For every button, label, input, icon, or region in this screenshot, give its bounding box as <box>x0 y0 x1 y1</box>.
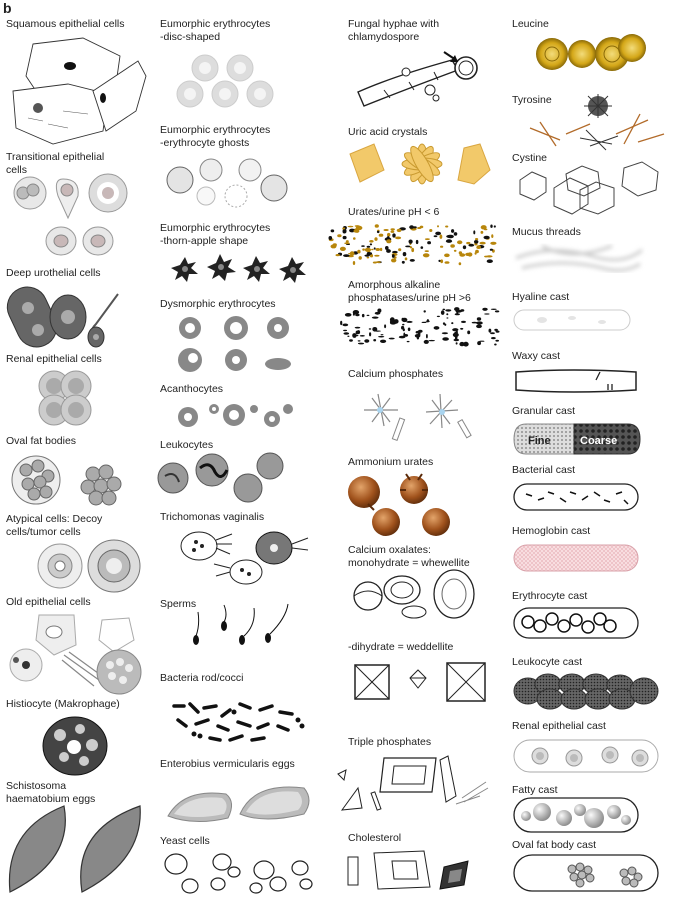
sperms-illustration <box>186 600 296 650</box>
urate-particle <box>409 240 413 244</box>
phosphate-particle <box>482 308 487 311</box>
phosphate-particle <box>496 331 500 333</box>
phosphate-particle <box>442 332 448 334</box>
label-leukocytes: Leukocytes <box>160 439 214 451</box>
urate-particle <box>373 262 377 264</box>
urate-particle <box>435 232 441 236</box>
label-leukocyte-cast: Leukocyte cast <box>512 656 583 668</box>
urate-particle <box>357 250 360 254</box>
fatty-cast-illustration <box>512 796 642 834</box>
thorn-apple-erythrocytes-illustration <box>170 252 310 286</box>
urate-particle <box>445 226 448 228</box>
label-oval-fat-body-cast: Oval fat body cast <box>512 839 597 851</box>
urate-particle <box>486 255 492 257</box>
urates-illustration <box>330 220 500 270</box>
phosphate-particle <box>428 340 435 341</box>
urate-particle <box>494 225 496 227</box>
urate-particle <box>379 234 384 237</box>
phosphate-particle <box>491 337 496 339</box>
phosphate-particle <box>490 332 495 334</box>
mucus-threads-illustration <box>512 238 647 278</box>
urate-particle <box>465 253 470 256</box>
label-calcium-phosphates: Calcium phosphates <box>348 368 444 380</box>
label-calcium-oxalates: Calcium oxalates: monohydrate = whewellite <box>348 544 470 569</box>
phosphate-particle <box>442 309 445 311</box>
renal-epithelial-cast-illustration <box>512 738 662 774</box>
urate-particle <box>365 248 371 252</box>
urate-particle <box>340 247 346 251</box>
phosphate-particle <box>437 316 440 317</box>
label-yeast-cells: Yeast cells <box>160 835 210 847</box>
urate-particle <box>466 242 470 244</box>
urate-particle <box>398 248 401 251</box>
urate-particle <box>405 246 410 248</box>
urate-particle <box>425 238 430 240</box>
phosphate-particle <box>369 332 371 336</box>
label-oval-fat-bodies: Oval fat bodies <box>6 435 77 447</box>
urate-particle <box>348 226 354 228</box>
phosphate-particle <box>362 314 365 317</box>
phosphate-particle <box>456 336 458 339</box>
phosphate-particle <box>467 331 470 335</box>
urate-particle <box>459 262 462 265</box>
phosphate-particle <box>353 310 359 314</box>
phosphate-particle <box>422 322 427 323</box>
label-bacteria: Bacteria rod/cocci <box>160 672 244 684</box>
urate-particle <box>475 250 479 254</box>
urate-particle <box>402 261 405 264</box>
urate-particle <box>374 255 379 257</box>
label-waxy-cast: Waxy cast <box>512 350 561 362</box>
phosphate-particle <box>369 328 372 329</box>
phosphate-particle <box>479 341 484 342</box>
urate-particle <box>369 240 373 243</box>
ammonium-urates-illustration <box>340 470 460 540</box>
waxy-cast-illustration <box>512 366 642 396</box>
urate-particle <box>391 258 396 262</box>
calcium-oxalates-illustration <box>352 568 482 620</box>
squamous-epithelial-cells-illustration <box>8 36 148 148</box>
urate-particle <box>374 237 377 241</box>
phosphate-particle <box>402 318 405 322</box>
atypical-cells-illustration <box>34 538 144 594</box>
urate-particle <box>355 225 360 227</box>
label-tyrosine: Tyrosine <box>512 94 552 106</box>
transitional-epithelial-cells-illustration <box>8 176 133 262</box>
cystine-illustration <box>510 160 670 220</box>
urate-particle <box>484 236 490 239</box>
phosphate-particle <box>372 327 377 332</box>
uric-acid-crystals-illustration <box>346 140 496 188</box>
tyrosine-illustration <box>520 94 670 150</box>
urate-particle <box>384 229 389 231</box>
phosphate-particle <box>378 336 384 338</box>
oval-fat-bodies-illustration <box>8 452 133 510</box>
urate-particle <box>395 237 401 240</box>
phosphate-particle <box>454 339 460 342</box>
phosphate-particle <box>446 313 448 315</box>
phosphate-particle <box>444 324 446 326</box>
urate-particle <box>345 229 347 233</box>
granular-cast-illustration <box>512 422 642 456</box>
urate-particle <box>361 245 365 247</box>
phosphate-particle <box>381 334 384 335</box>
phosphate-particle <box>424 340 429 344</box>
amorphous-phosphates-illustration <box>340 305 500 350</box>
urate-particle <box>450 244 455 247</box>
dysmorphic-erythrocytes-illustration <box>176 316 306 376</box>
urate-particle <box>392 254 395 258</box>
phosphate-particle <box>491 309 497 310</box>
phosphate-particle <box>442 337 449 341</box>
phosphate-particle <box>476 325 482 329</box>
urate-particle <box>367 257 370 259</box>
urate-particle <box>429 229 432 232</box>
urate-particle <box>451 229 454 233</box>
urate-particle <box>437 225 439 227</box>
phosphate-particle <box>345 313 352 317</box>
urate-particle <box>481 231 484 234</box>
urate-particle <box>371 249 374 251</box>
urate-particle <box>387 233 390 237</box>
phosphate-particle <box>424 310 426 312</box>
phosphate-particle <box>463 342 469 347</box>
phosphate-particle <box>349 339 353 341</box>
urate-particle <box>440 235 443 239</box>
histiocyte-illustration <box>40 715 110 777</box>
label-hyaline-cast: Hyaline cast <box>512 291 570 303</box>
urate-particle <box>353 237 356 240</box>
phosphate-particle <box>472 322 478 324</box>
disc-shaped-erythrocytes-illustration <box>175 52 275 112</box>
label-fungal-hyphae: Fungal hyphae with chlamydospore <box>348 18 440 43</box>
urate-particle <box>481 225 487 229</box>
phosphate-particle <box>356 331 359 335</box>
label-trichomonas-vaginalis: Trichomonas vaginalis <box>160 511 265 523</box>
phosphate-particle <box>347 336 349 337</box>
urate-particle <box>374 247 376 249</box>
calcium-phosphates-illustration <box>352 392 487 442</box>
urate-particle <box>417 227 421 229</box>
label-cholesterol: Cholesterol <box>348 832 402 844</box>
label-squamous-epithelial-cells: Squamous epithelial cells <box>6 18 125 30</box>
leucine-illustration <box>532 34 652 74</box>
urate-particle <box>480 242 486 245</box>
urate-particle <box>490 225 492 228</box>
urate-particle <box>440 246 443 248</box>
phosphate-particle <box>358 343 364 345</box>
urate-particle <box>331 229 335 232</box>
urate-particle <box>333 243 337 246</box>
phosphate-particle <box>494 344 497 346</box>
phosphate-particle <box>367 315 370 316</box>
bacteria-illustration <box>170 696 310 746</box>
leukocytes-illustration <box>155 452 290 504</box>
urate-particle <box>490 249 493 251</box>
urate-particle <box>391 228 395 230</box>
urate-particle <box>411 248 414 252</box>
label-leucine: Leucine <box>512 18 549 30</box>
urate-particle <box>336 254 340 256</box>
hemoglobin-cast-illustration <box>512 543 642 573</box>
phosphate-particle <box>445 309 451 311</box>
leukocyte-cast-illustration <box>512 672 662 710</box>
urate-particle <box>444 254 450 258</box>
urate-particle <box>475 238 478 240</box>
phosphate-particle <box>455 313 460 315</box>
label-dysmorphic-erythrocytes: Dysmorphic erythrocytes <box>160 298 276 310</box>
urate-particle <box>425 250 429 252</box>
urate-particle <box>463 245 466 249</box>
urate-particle <box>367 246 371 248</box>
urate-particle <box>446 239 452 243</box>
label-weddellite: -dihydrate = weddellite <box>348 641 454 653</box>
urate-particle <box>454 232 458 236</box>
phosphate-particle <box>407 341 410 342</box>
urate-particle <box>343 254 349 257</box>
phosphate-particle <box>452 328 458 331</box>
label-histiocyte: Histiocyte (Makrophage) <box>6 698 120 710</box>
urate-particle <box>392 233 395 237</box>
phosphate-particle <box>495 340 499 342</box>
urate-particle <box>445 261 450 264</box>
urate-particle <box>490 242 496 245</box>
weddellite-illustration <box>352 662 492 702</box>
label-cystine: Cystine <box>512 152 548 164</box>
old-epithelial-cells-illustration <box>4 610 149 696</box>
label-fatty-cast: Fatty cast <box>512 784 558 796</box>
label-acanthocytes: Acanthocytes <box>160 383 224 395</box>
urate-particle <box>423 253 430 257</box>
granular-coarse-label: Coarse <box>580 435 618 447</box>
urate-particle <box>427 241 431 244</box>
phosphate-particle <box>384 324 386 328</box>
label-old-epithelial-cells: Old epithelial cells <box>6 596 91 608</box>
erythrocyte-ghosts-illustration <box>166 158 288 208</box>
urate-particle <box>434 235 438 237</box>
urate-particle <box>468 244 474 247</box>
urate-particle <box>416 240 419 244</box>
label-enterobius-eggs: Enterobius vermicularis eggs <box>160 758 295 770</box>
phosphate-particle <box>355 327 361 329</box>
urate-particle <box>367 252 372 255</box>
urate-particle <box>409 225 414 229</box>
triple-phosphates-illustration <box>336 752 496 814</box>
label-disc-shaped-erythrocytes: Eumorphic erythrocytes -disc-shaped <box>160 18 271 43</box>
phosphate-particle <box>394 319 399 324</box>
phosphate-particle <box>495 310 499 312</box>
phosphate-particle <box>389 338 395 340</box>
label-amorphous-phosphates: Amorphous alkaline phosphatases/urine pH >6 <box>348 279 471 304</box>
urate-particle <box>473 230 475 234</box>
phosphate-particle <box>373 339 376 341</box>
label-uric-acid-crystals: Uric acid crystals <box>348 126 428 138</box>
phosphate-particle <box>416 331 420 334</box>
phosphate-particle <box>477 341 481 345</box>
urate-particle <box>353 261 355 265</box>
urate-particle <box>474 240 478 244</box>
urate-particle <box>410 259 415 262</box>
urate-particle <box>491 234 493 238</box>
urate-particle <box>362 248 365 250</box>
urate-particle <box>403 252 407 256</box>
phosphate-particle <box>476 321 483 324</box>
label-erythrocyte-ghosts: Eumorphic erythrocytes -erythrocyte ghosts <box>160 124 271 149</box>
label-hemoglobin-cast: Hemoglobin cast <box>512 525 591 537</box>
label-mucus-threads: Mucus threads <box>512 226 581 238</box>
phosphate-particle <box>434 326 440 330</box>
phosphate-particle <box>360 335 365 337</box>
urate-particle <box>377 231 380 233</box>
label-renal-epithelial-cells: Renal epithelial cells <box>6 353 102 365</box>
phosphate-particle <box>484 313 489 314</box>
urate-particle <box>391 231 395 233</box>
urate-particle <box>337 234 341 237</box>
phosphate-particle <box>477 317 481 320</box>
phosphate-particle <box>479 322 482 323</box>
acanthocytes-illustration <box>174 399 299 429</box>
phosphate-particle <box>408 328 411 332</box>
label-bacterial-cast: Bacterial cast <box>512 464 576 476</box>
urate-particle <box>375 224 379 228</box>
label-transitional-epithelial-cells: Transitional epithelial cells <box>6 151 105 176</box>
phosphate-particle <box>401 326 404 330</box>
urate-particle <box>397 229 402 232</box>
panel-letter: b <box>3 0 12 16</box>
phosphate-particle <box>446 317 448 318</box>
bacterial-cast-illustration <box>512 482 642 512</box>
urate-particle <box>385 246 389 250</box>
phosphate-particle <box>342 324 348 327</box>
label-granular-cast: Granular cast <box>512 405 576 417</box>
phosphate-particle <box>380 340 386 343</box>
fungal-hyphae-illustration <box>354 50 494 115</box>
urate-particle <box>350 251 355 255</box>
urate-particle <box>446 235 453 238</box>
phosphate-particle <box>352 333 356 338</box>
urate-particle <box>376 248 381 251</box>
enterobius-eggs-illustration <box>164 780 334 828</box>
urate-particle <box>477 245 481 249</box>
label-erythrocyte-cast: Erythrocyte cast <box>512 590 588 602</box>
phosphate-particle <box>343 330 347 331</box>
phosphate-particle <box>355 314 359 316</box>
phosphate-particle <box>426 321 430 322</box>
phosphate-particle <box>403 334 408 337</box>
erythrocyte-cast-illustration <box>512 606 642 640</box>
hyaline-cast-illustration <box>512 308 632 332</box>
label-ammonium-urates: Ammonium urates <box>348 456 434 468</box>
label-sperms: Sperms <box>160 598 197 610</box>
urate-particle <box>421 246 424 249</box>
renal-epithelial-cells-illustration <box>36 368 96 428</box>
label-renal-epithelial-cast: Renal epithelial cast <box>512 720 606 732</box>
deep-urothelial-cells-illustration <box>6 282 126 350</box>
phosphate-particle <box>460 328 463 330</box>
phosphate-particle <box>489 329 492 333</box>
urate-particle <box>353 229 359 232</box>
urate-particle <box>487 259 493 263</box>
oval-fat-body-cast-illustration <box>512 853 662 893</box>
urate-particle <box>329 236 333 240</box>
phosphate-particle <box>406 321 412 323</box>
urate-particle <box>457 240 462 244</box>
trichomonas-vaginalis-illustration <box>174 528 314 588</box>
label-atypical-cells: Atypical cells: Decoy cells/tumor cells <box>6 513 103 538</box>
phosphate-particle <box>340 321 342 325</box>
phosphate-particle <box>402 324 404 326</box>
urate-particle <box>454 250 457 252</box>
urate-particle <box>440 259 443 263</box>
urate-particle <box>344 242 350 244</box>
urate-particle <box>370 243 372 245</box>
label-triple-phosphates: Triple phosphates <box>348 736 432 748</box>
phosphate-particle <box>441 310 445 315</box>
yeast-cells-illustration <box>160 850 315 895</box>
cholesterol-illustration <box>344 847 484 895</box>
label-thorn-apple-erythrocytes: Eumorphic erythrocytes -thorn-apple shape <box>160 222 271 247</box>
label-deep-urothelial-cells: Deep urothelial cells <box>6 267 101 279</box>
phosphate-particle <box>364 339 369 342</box>
phosphate-particle <box>456 342 458 344</box>
urate-particle <box>359 256 362 260</box>
phosphate-particle <box>426 334 428 338</box>
urate-particle <box>405 257 408 260</box>
schistosoma-eggs-illustration <box>2 800 147 897</box>
label-schistosoma-eggs: Schistosoma haematobium eggs <box>6 780 96 805</box>
phosphate-particle <box>451 322 453 324</box>
phosphate-particle <box>372 317 379 319</box>
phosphate-particle <box>415 334 421 338</box>
label-urates: Urates/urine pH < 6 <box>348 206 440 218</box>
phosphate-particle <box>461 321 466 323</box>
urate-particle <box>459 253 465 257</box>
urate-particle <box>380 248 382 251</box>
granular-fine-label: Fine <box>528 435 551 447</box>
urate-particle <box>392 251 398 253</box>
phosphate-particle <box>377 309 381 313</box>
urate-particle <box>386 239 391 243</box>
phosphate-particle <box>358 340 361 341</box>
urate-particle <box>343 236 347 239</box>
phosphate-particle <box>344 332 350 335</box>
